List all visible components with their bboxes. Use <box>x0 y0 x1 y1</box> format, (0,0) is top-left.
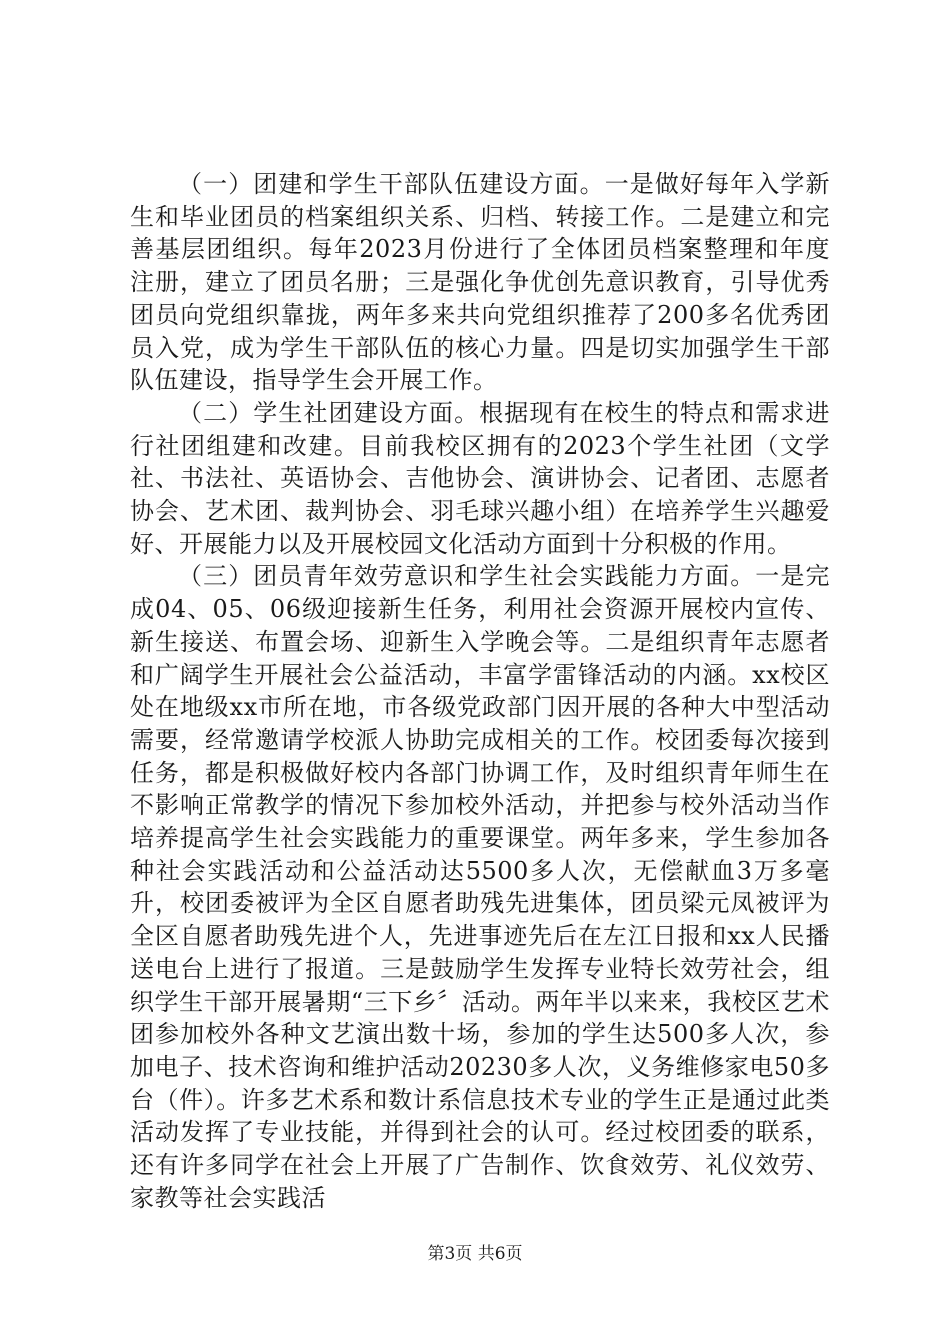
paragraph-3: （三）团员青年效劳意识和学生社会实践能力方面。一是完成04、05、06级迎接新生任务，利用社会资源开展校内宣传、新生接送、布置会场、迎新生入学晚会等。二是组织青年志愿者和广阔学生开展社会公益活动，丰富学雷锋活动的内涵。xx校区处在地级xx市所在地，市各级党政部门因开展的各种大中型活动需要，经常邀请学校派人协助完成相关的工作。校团委每次接到任务，都是积极做好校内各部门协调工作，及时组织青年师生在不影响正常教学的情况下参加校外活动，并把参与校外活动当作培养提高学生社会实践能力的重要课堂。两年多来，学生参加各种社会实践活动和公益活动达5500多人次，无偿献血3万多毫升，校团委被评为全区自愿者助残先进集体，团员梁元凤被评为全区自愿者助残先进个人，先进事迹先后在左江日报和xx人民播送电台上进行了报道。三是鼓励学生发挥专业特长效劳社会，组织学生干部开展暑期“三下乡〞活动。两年半以来来，我校区艺术团参加校外各种文艺演出数十场，参加的学生达500多人次，参加电子、技术咨询和维护活动20230多人次，义务维修家电50多台（件）。许多艺术系和数计系信息技术专业的学生正是通过此类活动发挥了专业技能，并得到社会的认可。经过校团委的联系，还有许多同学在社会上开展了广告制作、饮食效劳、礼仪效劳、家教等社会实践活 <box>130 562 830 1212</box>
paragraph-2: （二）学生社团建设方面。根据现有在校生的特点和需求进行社团组建和改建。目前我校区拥有的2023个学生社团（文学社、书法社、英语协会、吉他协会、演讲协会、记者团、志愿者协会、艺术团、裁判协会、羽毛球兴趣小组）在培养学生兴趣爱好、开展能力以及开展校园文化活动方面到十分积极的作用。 <box>130 398 830 558</box>
paragraph-1: （一）团建和学生干部队伍建设方面。一是做好每年入学新生和毕业团员的档案组织关系、归档、转接工作。二是建立和完善基层团组织。每年2023月份进行了全体团员档案整理和年度注册，建立了团员名册；三是强化争优创先意识教育，引导优秀团员向党组织靠拢，两年多来共向党组织推荐了200多名优秀团员入党，成为学生干部队伍的核心力量。四是切实加强学生干部队伍建设，指导学生会开展工作。 <box>130 170 830 395</box>
page-footer: 第3页 共6页 <box>427 1244 523 1264</box>
body-text <box>130 168 830 1215</box>
